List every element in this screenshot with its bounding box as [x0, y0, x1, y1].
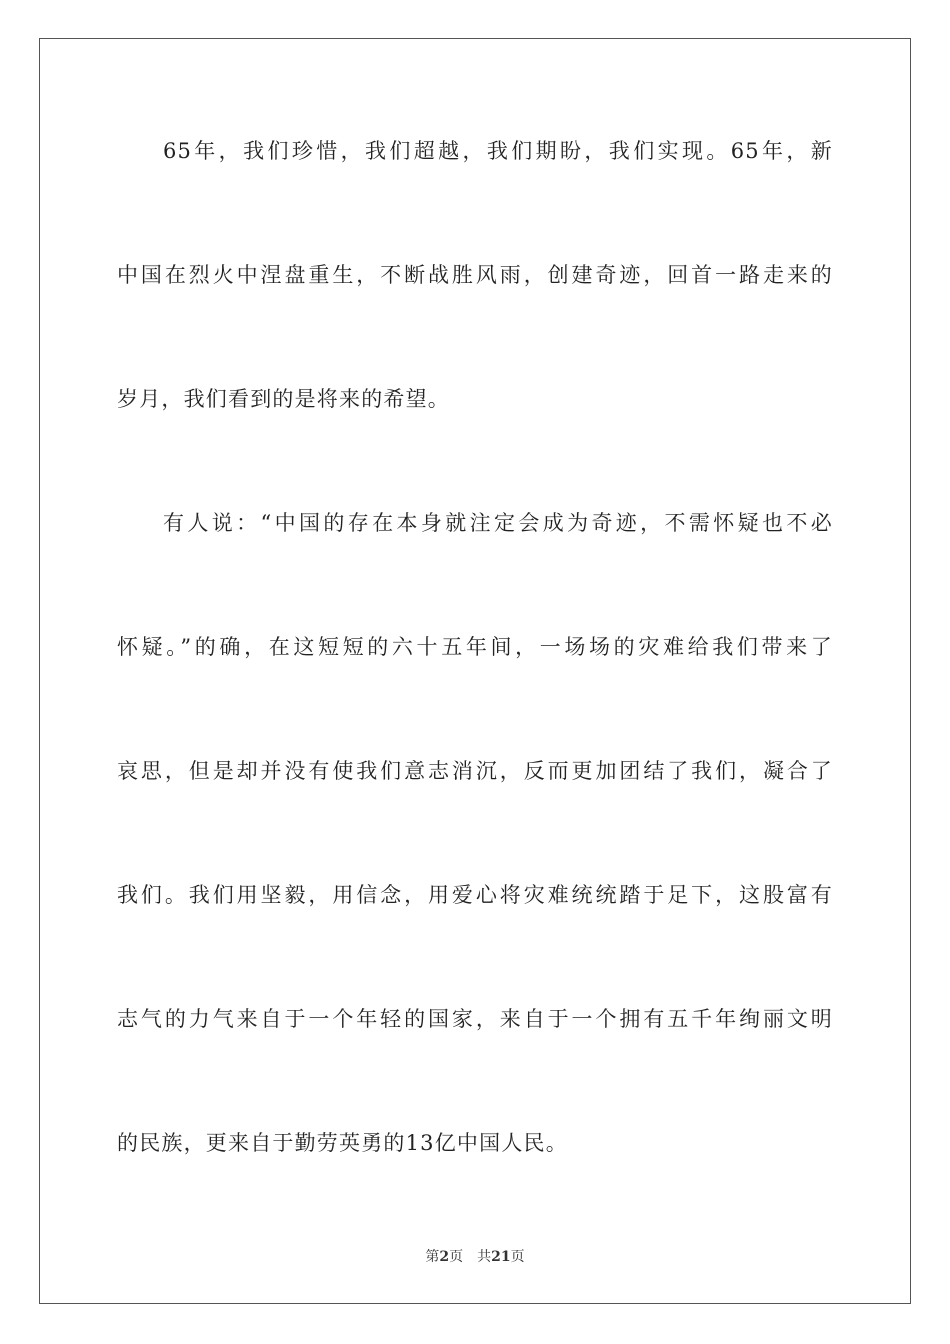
page-footer: [0, 1247, 950, 1267]
page-suffix: 页: [449, 1249, 464, 1265]
text-line: 怀疑。”的确，在这短短的六十五年间，一场场的灾难给我们带来了: [117, 635, 833, 659]
text-line: 我们。我们用坚毅，用信念，用爱心将灾难统统踏于足下，这股富有: [117, 883, 833, 907]
total-pages: 21: [491, 1249, 511, 1265]
text-line: 的民族，更来自于勤劳英勇的13亿中国人民。: [117, 1131, 568, 1155]
total-prefix: 共: [477, 1249, 492, 1265]
page-border: [39, 38, 911, 1304]
text-line: 有人说：“中国的存在本身就注定会成为奇迹，不需怀疑也不必: [163, 511, 833, 535]
text-line: 志气的力气来自于一个年轻的国家，来自于一个拥有五千年绚丽文明: [117, 1007, 833, 1031]
text-line: 哀思，但是却并没有使我们意志消沉，反而更加团结了我们，凝合了: [117, 759, 833, 783]
text-line: 65年，我们珍惜，我们超越，我们期盼，我们实现。65年，新: [163, 139, 833, 163]
page-prefix: 第: [425, 1249, 440, 1265]
total-suffix: 页: [510, 1249, 525, 1265]
page-number: 2: [439, 1249, 450, 1265]
text-line: 岁月，我们看到的是将来的希望。: [117, 387, 450, 411]
text-line: 中国在烈火中涅盘重生，不断战胜风雨，创建奇迹，回首一路走来的: [117, 263, 833, 287]
